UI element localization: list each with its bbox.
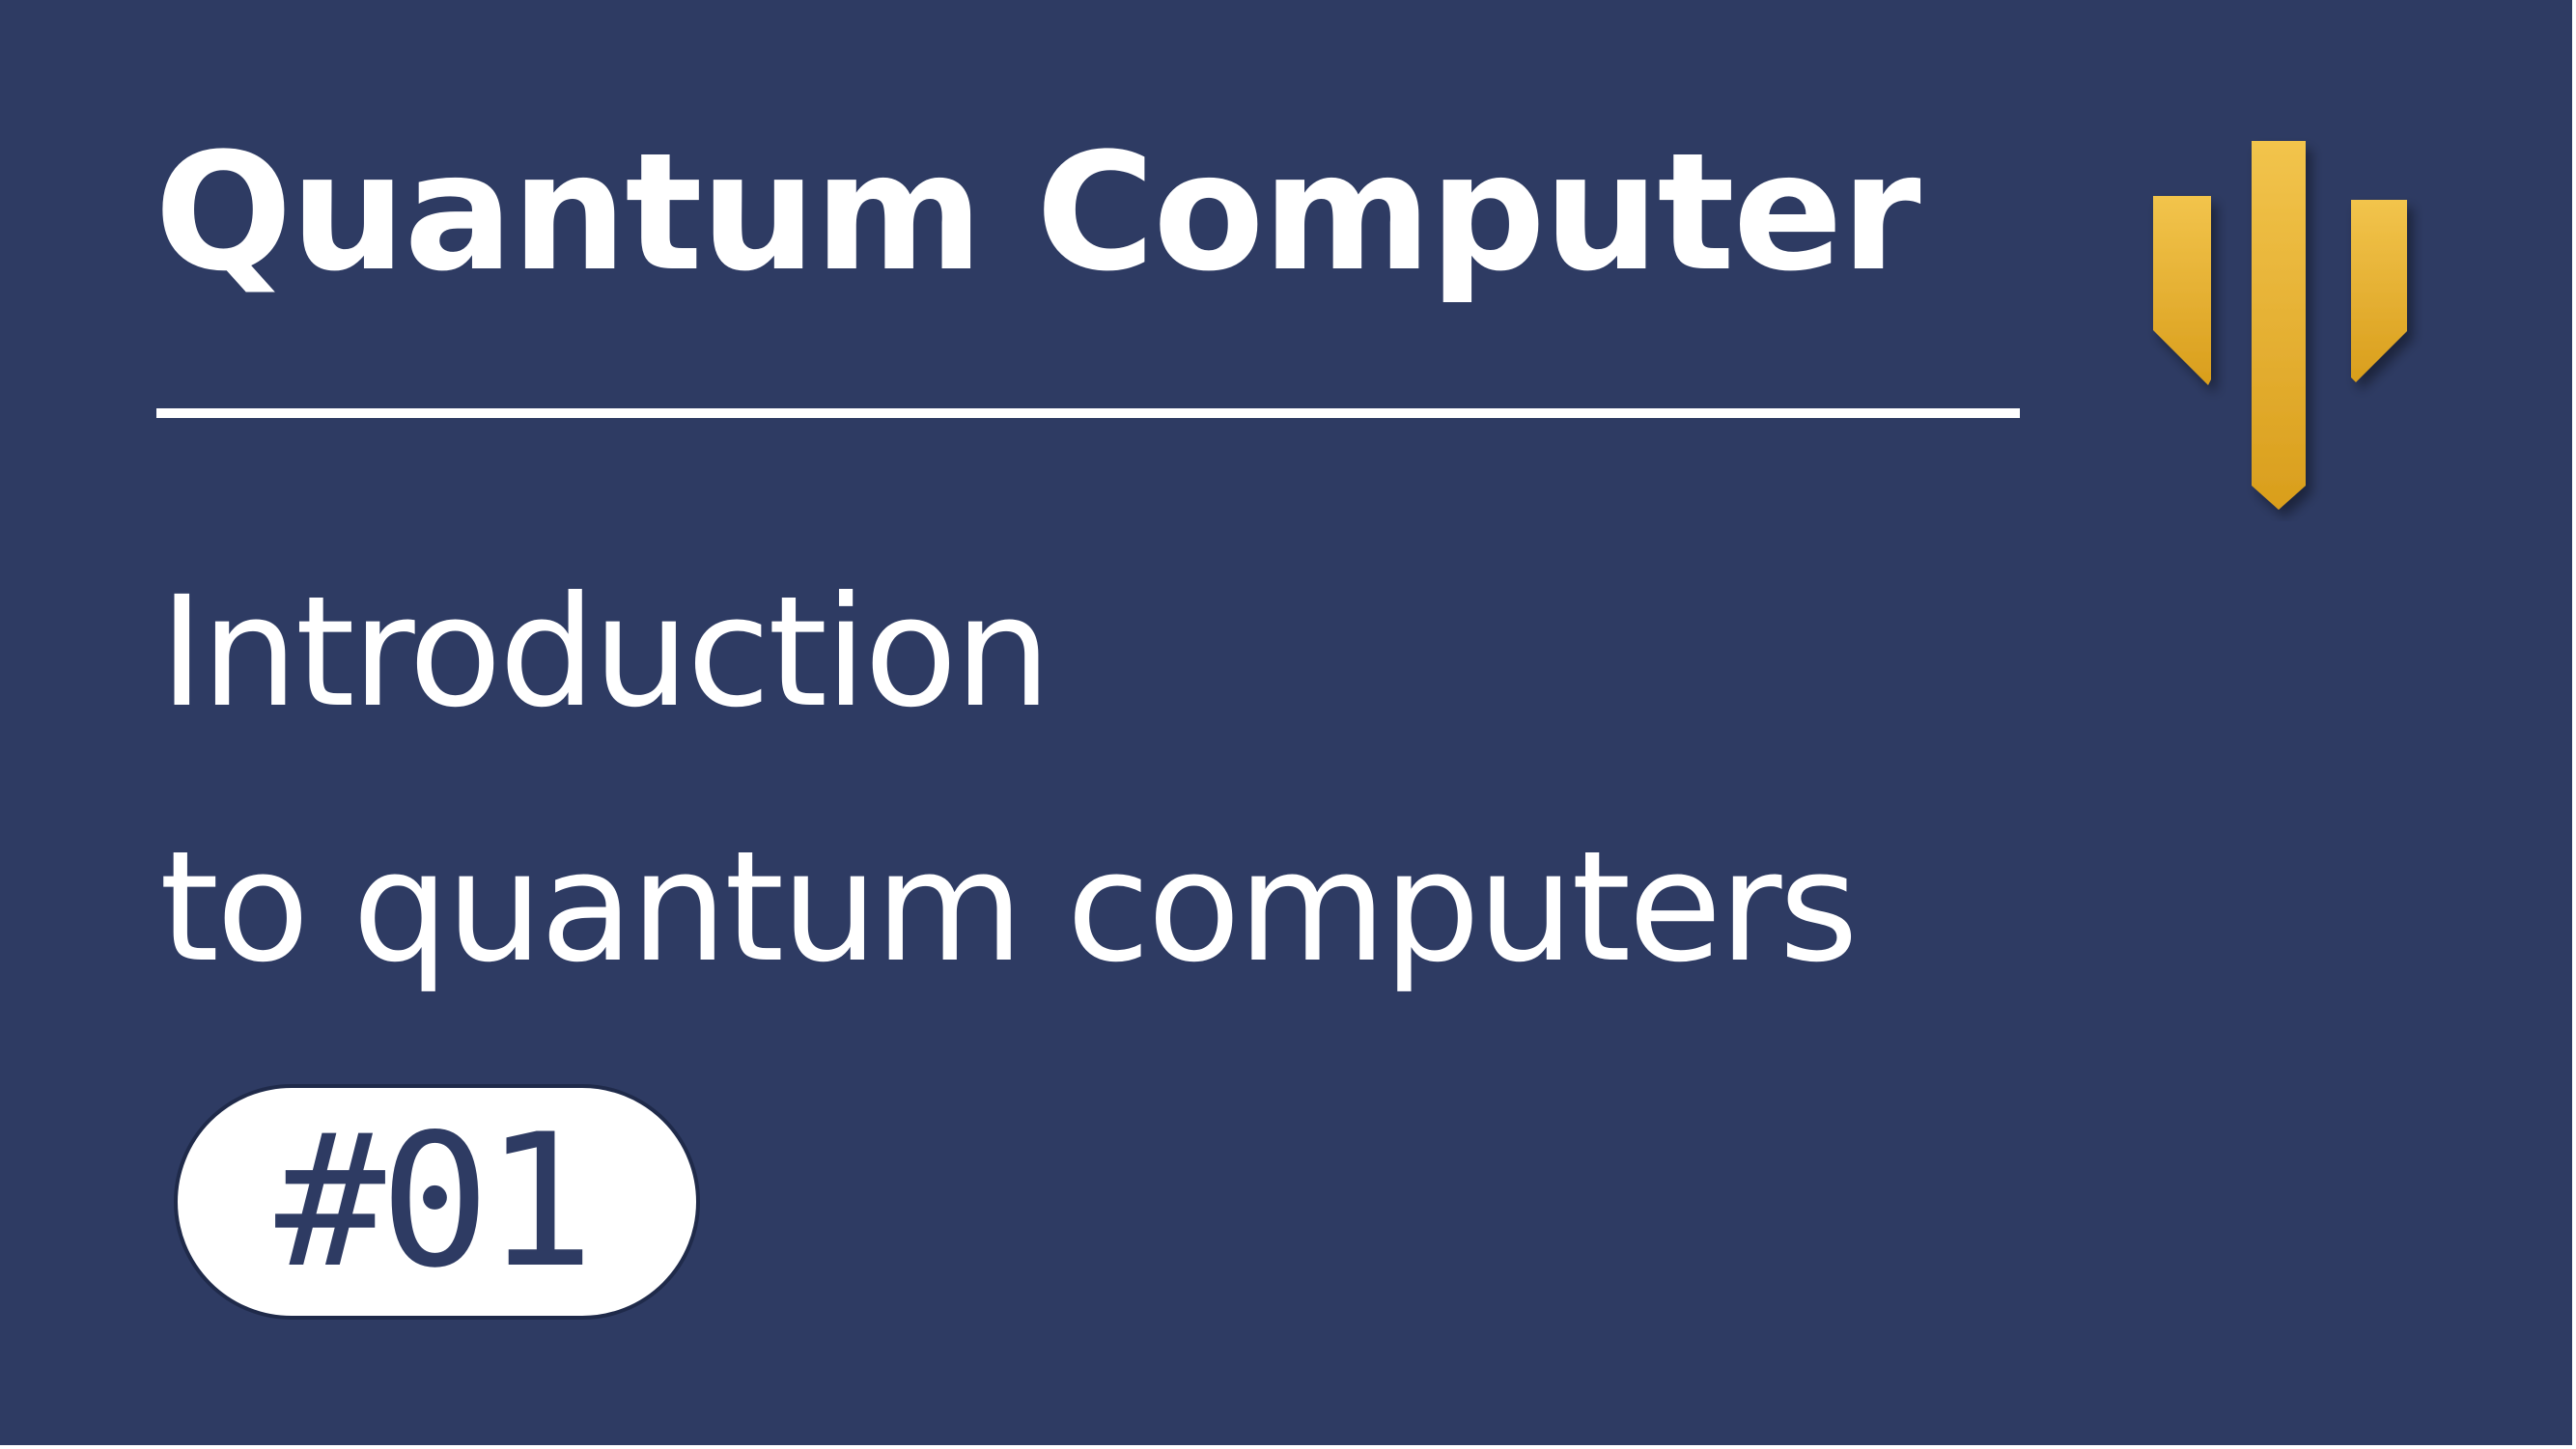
subtitle-line-2: to quantum computers	[159, 818, 1856, 996]
subtitle-line-1: Introduction	[159, 564, 1049, 741]
three-gold-bars-icon	[2134, 135, 2443, 521]
episode-badge	[174, 1084, 700, 1320]
episode-subtitle	[159, 526, 1856, 1036]
episode-number: #01	[274, 1095, 590, 1308]
series-title: Quantum Computer	[154, 118, 1919, 307]
title-divider	[156, 408, 2020, 418]
